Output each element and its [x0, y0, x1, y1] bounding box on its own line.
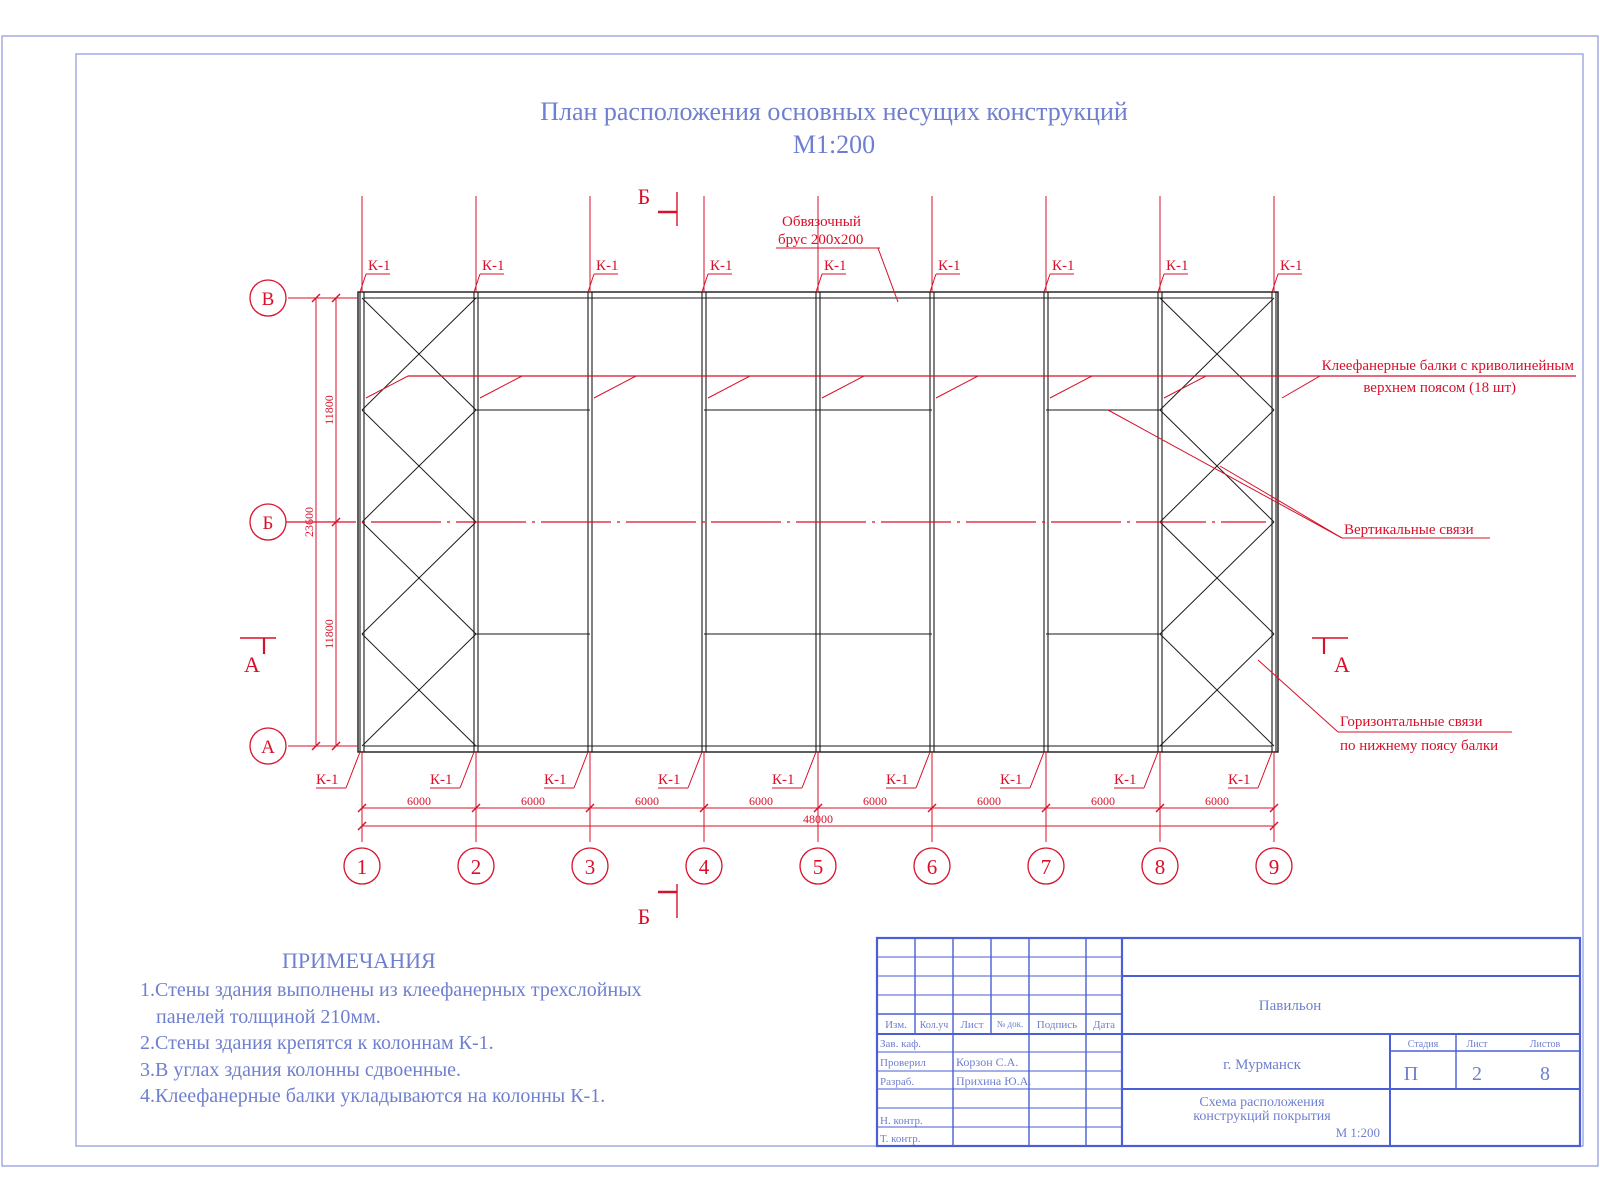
header-kol-uch: Кол.уч [919, 1020, 949, 1031]
header-izm: Изм. [885, 1019, 907, 1031]
dimension-row-span-1: 11800 [322, 395, 336, 425]
callout-vertical-bracing-leader-2 [1220, 466, 1342, 538]
column-mark-top-leader-7 [1044, 274, 1050, 292]
role-tech-control: Т. контр. [880, 1133, 921, 1145]
stage-value: П [1403, 1063, 1419, 1085]
column-mark-top-1: К-1 [368, 258, 391, 274]
dimension-total-width: 23600 [302, 507, 316, 537]
glulam-beam-leader-9 [1282, 376, 1320, 398]
note-line-3: 2.Стены здания крепятся к колоннам К-1. [140, 1032, 494, 1054]
column-mark-bottom-3: К-1 [544, 772, 567, 788]
role-developed: Разраб. [880, 1076, 915, 1088]
header-date: Дата [1093, 1019, 1115, 1031]
column-mark-bottom-leader-4 [688, 752, 702, 788]
section-b-bottom-label: Б [637, 904, 651, 929]
column-mark-top-5: К-1 [824, 258, 847, 274]
column-mark-top-2: К-1 [482, 258, 505, 274]
column-axis-label-4: 4 [698, 855, 710, 879]
column-axis-label-1: 1 [356, 855, 368, 879]
glulam-beam-leader-7 [1050, 376, 1092, 398]
glulam-beam-leader-5 [822, 376, 864, 398]
callout-vertical-bracing-leader-1 [1108, 410, 1342, 538]
dimension-row-span-2: 11800 [322, 619, 336, 649]
column-mark-bottom-7: К-1 [1000, 772, 1023, 788]
column-mark-top-leader-5 [816, 274, 822, 292]
sheet-value: 2 [1472, 1063, 1482, 1085]
glulam-beam-leader-6 [936, 376, 978, 398]
header-signature: Подпись [1036, 1019, 1078, 1031]
sheets-label: Листов [1529, 1039, 1561, 1050]
column-mark-top-leader-4 [702, 274, 708, 292]
note-line-5: 4.Клеефанерные балки укладываются на колонны К-1. [140, 1085, 606, 1107]
column-mark-top-4: К-1 [710, 258, 733, 274]
column-mark-bottom-leader-6 [916, 752, 930, 788]
column-mark-bottom-1: К-1 [316, 772, 339, 788]
section-a-left-label: А [244, 652, 260, 677]
dimension-bay-4: 6000 [749, 794, 773, 808]
column-mark-top-9: К-1 [1280, 258, 1303, 274]
column-mark-top-leader-3 [588, 274, 594, 292]
column-mark-top-8: К-1 [1166, 258, 1189, 274]
sheet-title-line-1: Схема расположения [1199, 1095, 1325, 1110]
sheet-label: Лист [1466, 1039, 1488, 1050]
drawing-scale: М1:200 [792, 130, 876, 159]
drawing-title: План расположения основных несущих конструкций [540, 97, 1128, 126]
column-mark-bottom-leader-9 [1258, 752, 1272, 788]
dimension-total-length: 48000 [803, 812, 833, 826]
glulam-beam-leader-3 [594, 376, 636, 398]
column-mark-bottom-6: К-1 [886, 772, 909, 788]
stage-label: Стадия [1407, 1039, 1439, 1050]
callout-horizontal-bracing-leader [1258, 660, 1338, 732]
sheet-scale: М 1:200 [1335, 1125, 1380, 1140]
column-mark-top-leader-8 [1158, 274, 1164, 292]
column-mark-bottom-4: К-1 [658, 772, 681, 788]
column-axis-label-3: 3 [584, 855, 596, 879]
column-mark-bottom-leader-5 [802, 752, 816, 788]
callout-glulam-line-2: верхнем поясом (18 шт) [1363, 380, 1516, 396]
section-a-right-label: А [1334, 652, 1350, 677]
dimension-bay-5: 6000 [863, 794, 887, 808]
dimension-bay-6: 6000 [977, 794, 1001, 808]
column-mark-bottom-leader-2 [460, 752, 474, 788]
column-mark-top-6: К-1 [938, 258, 961, 274]
dimension-bay-8: 6000 [1205, 794, 1229, 808]
callout-strapping-beam-leader [878, 248, 898, 302]
row-axis-label-3: А [261, 737, 275, 758]
role-head: Зав. каф. [880, 1038, 922, 1050]
dimension-bay-3: 6000 [635, 794, 659, 808]
column-mark-top-leader-6 [930, 274, 936, 292]
column-axis-label-5: 5 [812, 855, 824, 879]
section-b-top-label: Б [637, 184, 651, 209]
note-line-1: 1.Стены здания выполнены из клеефанерных трехслойных [140, 979, 642, 1001]
header-doc: № док. [996, 1019, 1024, 1029]
callout-horizontal-bracing-line-1: Горизонтальные связи [1340, 714, 1483, 730]
glulam-beam-leader-1 [366, 376, 408, 398]
column-mark-bottom-2: К-1 [430, 772, 453, 788]
callout-strapping-beam-line-1: Обвязочный [782, 214, 861, 230]
column-axis-label-8: 8 [1154, 855, 1166, 879]
dimension-bay-1: 6000 [407, 794, 431, 808]
column-axis-label-7: 7 [1040, 855, 1052, 879]
note-line-4: 3.В углах здания колонны сдвоенные. [140, 1059, 462, 1081]
callout-horizontal-bracing-line-2: по нижнему поясу балки [1340, 738, 1499, 754]
column-mark-bottom-leader-7 [1030, 752, 1044, 788]
city-name: г. Мурманск [1223, 1057, 1301, 1073]
header-list: Лист [960, 1019, 984, 1031]
callout-strapping-beam-line-2: брус 200х200 [778, 232, 864, 248]
column-axis-label-2: 2 [470, 855, 482, 879]
column-mark-top-leader-1 [360, 274, 366, 292]
floor-plan [240, 184, 1576, 929]
column-mark-bottom-9: К-1 [1228, 772, 1251, 788]
column-mark-top-3: К-1 [596, 258, 619, 274]
column-mark-bottom-leader-3 [574, 752, 588, 788]
dimension-bay-7: 6000 [1091, 794, 1115, 808]
column-mark-bottom-8: К-1 [1114, 772, 1137, 788]
role-norm-control: Н. контр. [880, 1115, 923, 1127]
column-axis-label-9: 9 [1268, 855, 1280, 879]
column-mark-bottom-5: К-1 [772, 772, 795, 788]
row-axis-label-2: Б [262, 513, 274, 534]
glulam-beam-leader-8 [1164, 376, 1206, 398]
row-axis-label-1: В [261, 289, 275, 310]
column-mark-top-leader-9 [1272, 274, 1278, 292]
glulam-beam-leader-2 [480, 376, 522, 398]
dimension-bay-2: 6000 [521, 794, 545, 808]
role-checked: Проверил [880, 1057, 926, 1069]
sheets-value: 8 [1540, 1063, 1550, 1085]
column-mark-top-leader-2 [474, 274, 480, 292]
checked-by-name: Корзон С.А. [956, 1055, 1019, 1069]
notes-heading: ПРИМЕЧАНИЯ [282, 948, 436, 973]
callout-vertical-bracing: Вертикальные связи [1344, 522, 1474, 538]
column-mark-top-7: К-1 [1052, 258, 1075, 274]
note-line-2: панелей толщиной 210мм. [156, 1006, 381, 1028]
sheet-title-line-2: конструкций покрытия [1193, 1109, 1331, 1124]
developed-by-name: Прихина Ю.А. [956, 1074, 1032, 1088]
column-mark-bottom-leader-1 [346, 752, 360, 788]
callout-glulam-line-1: Клеефанерные балки с криволинейным [1321, 358, 1574, 374]
column-axis-label-6: 6 [926, 855, 938, 879]
project-name: Павильон [1258, 998, 1322, 1014]
glulam-beam-leader-4 [708, 376, 750, 398]
column-mark-bottom-leader-8 [1144, 752, 1158, 788]
